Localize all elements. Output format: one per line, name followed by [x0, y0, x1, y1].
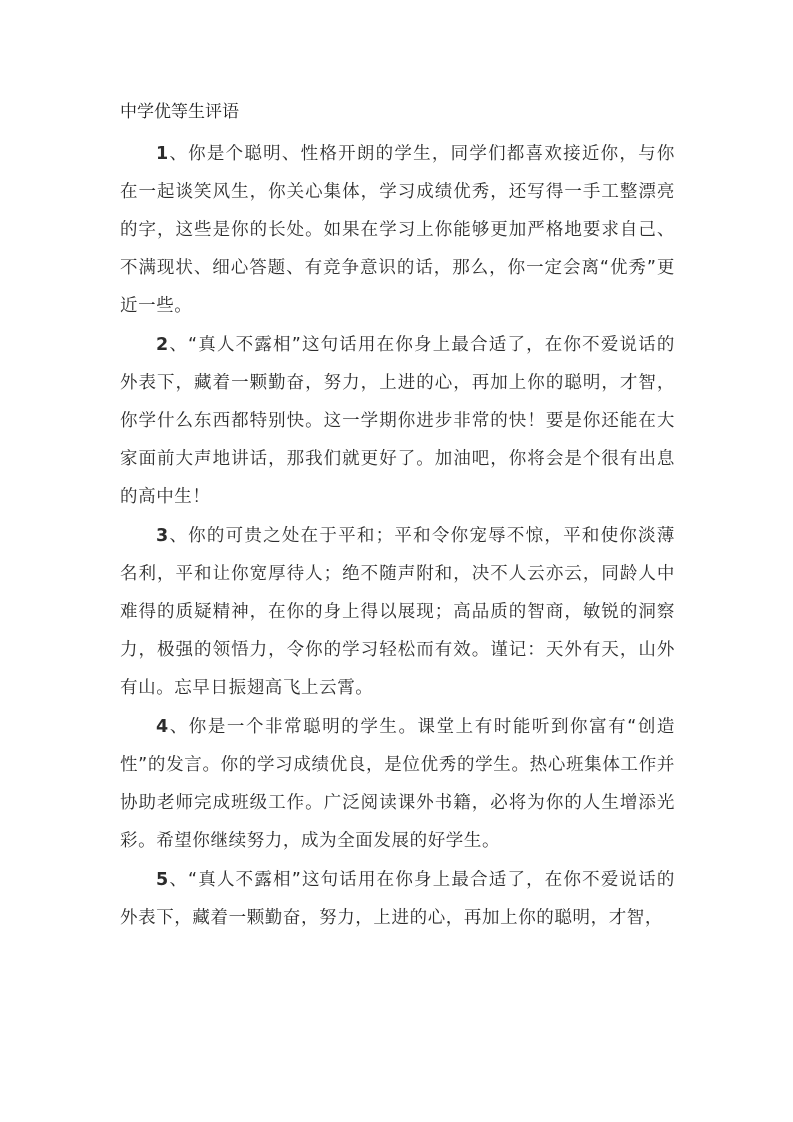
paragraph-text: 、“真人不露相”这句话用在你身上最合适了，在你不爱说话的外表下，藏着一颗勤奋，努力，上进的心，再加上你的聪明，才智，你学什么东西都特别快。这一学期你进步非常的快！要是你还能在大家面前大声地讲话，那我们就更好了。加油吧，你将会是个很有出息的高中生！ [120, 335, 675, 507]
paragraph-number: 2 [156, 335, 169, 355]
comment-paragraph-1 [120, 135, 675, 325]
paragraph-text: 、你是一个非常聪明的学生。课堂上有时能听到你富有“创造性”的发言。你的学习成绩优良，是位优秀的学生。热心班集体工作并协助老师完成班级工作。广泛阅读课外书籍，必将为你的人生增添光彩。希望你继续努力，成为全面发展的好学生。 [120, 717, 675, 851]
comment-paragraph-2 [120, 326, 675, 516]
comment-paragraph-5 [120, 861, 675, 937]
paragraph-number: 1 [156, 144, 169, 164]
paragraph-text: 、你的可贵之处在于平和；平和令你宠辱不惊，平和使你淡薄名利，平和让你宽厚待人；绝不随声附和，决不人云亦云，同龄人中难得的质疑精神，在你的身上得以展现；高品质的智商，敏锐的洞察力，极强的领悟力，令你的学习轻松而有效。谨记：天外有天，山外有山。忘早日振翅高飞上云霄。 [120, 526, 675, 698]
document-page [120, 97, 675, 937]
paragraph-number: 4 [156, 717, 169, 737]
comment-paragraph-4 [120, 708, 675, 860]
paragraph-text: 、“真人不露相”这句话用在你身上最合适了，在你不爱说话的外表下，藏着一颗勤奋，努力，上进的心，再加上你的聪明，才智， [120, 870, 675, 928]
comment-paragraph-3 [120, 517, 675, 707]
paragraph-number: 5 [156, 870, 169, 890]
document-title: 中学优等生评语 [120, 102, 239, 122]
paragraph-number: 3 [156, 526, 169, 546]
paragraph-text: 、你是个聪明、性格开朗的学生，同学们都喜欢接近你，与你在一起谈笑风生，你关心集体，学习成绩优秀，还写得一手工整漂亮的字，这些是你的长处。如果在学习上你能够更加严格地要求自己、不满现状、细心答题、有竞争意识的话，那么，你一定会离“优秀”更近一些。 [120, 144, 675, 316]
